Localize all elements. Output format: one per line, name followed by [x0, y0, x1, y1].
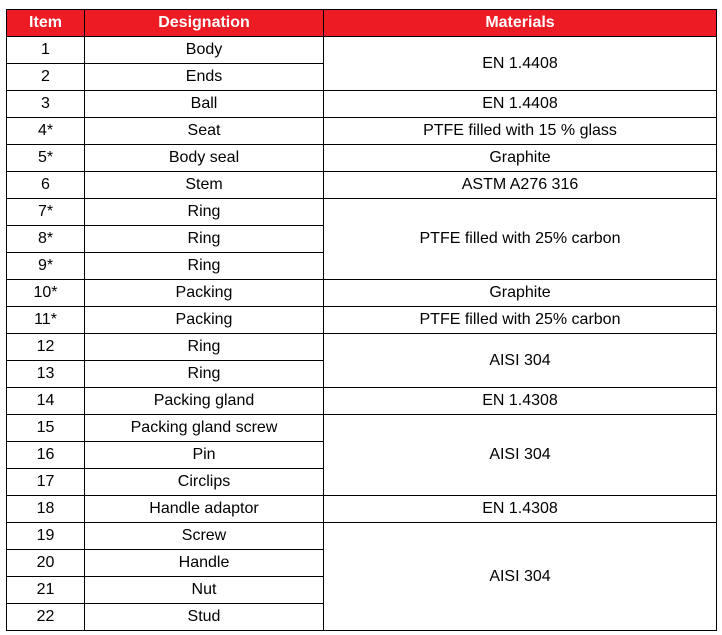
table-header-row — [7, 10, 717, 37]
table-row — [7, 415, 717, 442]
item-number-cell: 3 — [7, 91, 85, 118]
item-number-cell: 20 — [7, 550, 85, 577]
item-number-cell: 1 — [7, 37, 85, 64]
table-row — [7, 91, 717, 118]
designation-cell: Circlips — [85, 469, 324, 496]
designation-cell: Ring — [85, 334, 324, 361]
material-cell: PTFE filled with 15 % glass — [324, 118, 717, 145]
item-number-cell: 7* — [7, 199, 85, 226]
column-header-designation: Designation — [85, 10, 324, 37]
designation-cell: Handle — [85, 550, 324, 577]
item-number-cell: 13 — [7, 361, 85, 388]
item-number-cell: 4* — [7, 118, 85, 145]
item-number-cell: 10* — [7, 280, 85, 307]
material-cell: AISI 304 — [324, 334, 717, 388]
item-number-cell: 5* — [7, 145, 85, 172]
material-cell: PTFE filled with 25% carbon — [324, 307, 717, 334]
material-cell: Graphite — [324, 280, 717, 307]
material-cell: EN 1.4308 — [324, 388, 717, 415]
table-row — [7, 199, 717, 226]
material-cell: EN 1.4408 — [324, 91, 717, 118]
designation-cell: Packing gland — [85, 388, 324, 415]
item-number-cell: 12 — [7, 334, 85, 361]
table-body — [7, 37, 717, 631]
designation-cell: Screw — [85, 523, 324, 550]
designation-cell: Ring — [85, 199, 324, 226]
designation-cell: Ball — [85, 91, 324, 118]
table-row — [7, 145, 717, 172]
item-number-cell: 11* — [7, 307, 85, 334]
table-row — [7, 523, 717, 550]
designation-cell: Pin — [85, 442, 324, 469]
material-cell: PTFE filled with 25% carbon — [324, 199, 717, 280]
designation-cell: Nut — [85, 577, 324, 604]
material-cell: Graphite — [324, 145, 717, 172]
item-number-cell: 16 — [7, 442, 85, 469]
table-row — [7, 118, 717, 145]
item-number-cell: 21 — [7, 577, 85, 604]
table-row — [7, 496, 717, 523]
designation-cell: Packing — [85, 307, 324, 334]
column-header-materials: Materials — [324, 10, 717, 37]
table-row — [7, 37, 717, 64]
designation-cell: Body seal — [85, 145, 324, 172]
designation-cell: Body — [85, 37, 324, 64]
item-number-cell: 19 — [7, 523, 85, 550]
table-row — [7, 334, 717, 361]
item-number-cell: 15 — [7, 415, 85, 442]
item-number-cell: 6 — [7, 172, 85, 199]
item-number-cell: 17 — [7, 469, 85, 496]
designation-cell: Seat — [85, 118, 324, 145]
item-number-cell: 18 — [7, 496, 85, 523]
material-cell: AISI 304 — [324, 415, 717, 496]
designation-cell: Handle adaptor — [85, 496, 324, 523]
materials-table — [6, 9, 717, 631]
designation-cell: Ring — [85, 226, 324, 253]
material-cell: AISI 304 — [324, 523, 717, 631]
table-row — [7, 172, 717, 199]
column-header-item: Item — [7, 10, 85, 37]
item-number-cell: 9* — [7, 253, 85, 280]
item-number-cell: 22 — [7, 604, 85, 631]
item-number-cell: 2 — [7, 64, 85, 91]
material-cell: ASTM A276 316 — [324, 172, 717, 199]
item-number-cell: 14 — [7, 388, 85, 415]
designation-cell: Ends — [85, 64, 324, 91]
designation-cell: Stud — [85, 604, 324, 631]
designation-cell: Packing — [85, 280, 324, 307]
material-cell: EN 1.4408 — [324, 37, 717, 91]
item-number-cell: 8* — [7, 226, 85, 253]
designation-cell: Packing gland screw — [85, 415, 324, 442]
designation-cell: Ring — [85, 253, 324, 280]
designation-cell: Stem — [85, 172, 324, 199]
material-cell: EN 1.4308 — [324, 496, 717, 523]
designation-cell: Ring — [85, 361, 324, 388]
table-row — [7, 280, 717, 307]
table-row — [7, 388, 717, 415]
table-row — [7, 307, 717, 334]
